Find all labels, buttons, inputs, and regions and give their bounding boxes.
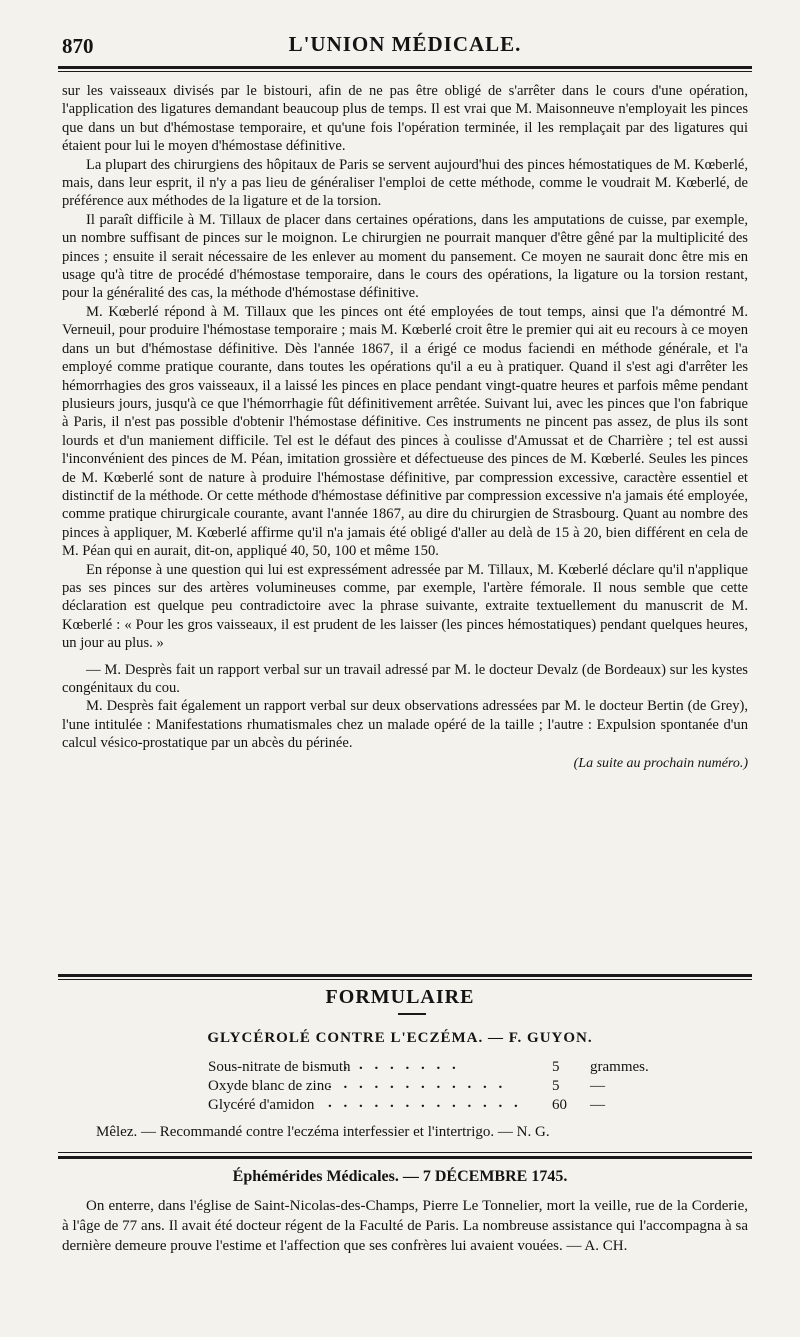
recipe-instructions: Mêlez. — Recommandé contre l'eczéma interfessier et l'intertrigo. — N. G. xyxy=(96,1124,550,1140)
ephemerides-rule xyxy=(58,1156,752,1159)
ingredient-quantity: 60 xyxy=(552,1097,567,1113)
section-rule xyxy=(58,974,752,977)
paragraph: sur les vaisseaux divisés par le bistouri, afin de ne pas être obligé de s'arrêter dans le cours d'une opération, l'application des ligatures demandant beaucoup plus de temps. Il est vrai que M. Maisonneuve n'employait les pinces que dans un but d'hémostase temporaire, et qu'une fois l'opération terminée, il les remplaçait par des ligatures qui étaient pour lui le moyen d'hémostase définitive. xyxy=(62,83,748,155)
ingredient-name: Oxyde blanc de zinc xyxy=(208,1078,331,1094)
ingredient-row xyxy=(208,1096,628,1115)
section-rule-thin xyxy=(58,979,752,980)
ingredient-quantity: 5 xyxy=(552,1059,560,1075)
continuation-note: (La suite au prochain numéro.) xyxy=(573,755,748,771)
ingredient-name: Glycéré d'amidon xyxy=(208,1097,315,1113)
article-body xyxy=(62,82,748,773)
ephemerides-body xyxy=(62,1196,748,1256)
title-dash xyxy=(398,1013,426,1015)
ingredient-unit: — xyxy=(590,1097,605,1113)
paragraph: En réponse à une question qui lui est expressément adressée par M. Tillaux, M. Kœberlé déclare qu'il n'applique pas ses pinces sur des artères volumineuses comme, par exemple, l'artère fémorale. Il nous semble que cette déclaration est quelque peu contradictoire avec la phrase suivante, extraite textuellement du manuscrit de M. Kœberlé : « Pour les gros vaisseaux, il est prudent de les laisser (les pinces hémostatiques) pendant quelques heures, un jour au plus. » xyxy=(62,561,748,652)
paragraph: Il paraît difficile à M. Tillaux de placer dans certaines opérations, dans les amputations de cuisse, par exemple, un nombre suffisant de pinces sur le moignon. Le chirurgien ne pourrait manquer d'être gêné par la multiplicité des pinces ; ensuite il serait nécessaire de les enlever au moment du pansement. Ce moyen ne saurait donc être mis en usage qu'à titre de procédé d'hémostase temporaire, dans le cours des opérations, la ligature ou la torsion restant, pour la généralité des cas, la méthode d'hémostase définitive. xyxy=(62,211,748,302)
leader-dots: . . . . . . . . . . . . xyxy=(328,1076,507,1092)
leader-dots: . . . . . . . . . . . . . xyxy=(328,1095,522,1111)
ingredient-unit: grammes. xyxy=(590,1059,649,1075)
paragraph: — M. Desprès fait un rapport verbal sur un travail adressé par M. le docteur Devalz (de Bordeaux) sur les kystes congénitaux du cou. xyxy=(62,661,748,696)
paragraph: M. Desprès fait également un rapport verbal sur deux observations adressées par M. le docteur Bertin (de Grey), l'une intitulée : Manifestations rhumatismales chez un malade opéré de la taille ; l'autre : Expulsion spontanée d'un calcul vésico-prostatique par un abcès du périnée. xyxy=(62,698,748,752)
paragraph: On enterre, dans l'église de Saint-Nicolas-des-Champs, Pierre Le Tonnelier, mort la veille, rue de la Corderie, à l'âge de 77 ans. Il avait été docteur régent de la Faculté de Paris. La nombreuse assistance qui l'accompagna à sa dernière demeure prouve l'estime et l'affection que ses confrères lui avaient vouées. — A. CH. xyxy=(62,1198,748,1254)
paragraph: La plupart des chirurgiens des hôpitaux de Paris se servent aujourd'hui des pinces hémostatiques de M. Kœberlé, mais, dans leur esprit, il n'y a pas lieu de généraliser l'emploi de cette méthode, comme le voudrait M. Kœberlé, de préférence aux méthodes de la ligature et de la torsion. xyxy=(62,156,748,210)
paragraph: M. Kœberlé répond à M. Tillaux que les pinces ont été employées de tout temps, ainsi que l'a démontré M. Verneuil, pour produire l'hémostase temporaire ; mais M. Kœberlé croit être le premier qui ait eu recours à ce moyen dans un but d'hémostase définitive. Dès l'année 1867, il a érigé ce modus faciendi en méthode générale, et l'a employé comme pratique courante, dans toutes les opérations qu'il a eu à pratiquer. Quand il s'est agi d'arrêter les hémorrhagies des gros vaisseaux, il a laissé les pinces en place pendant vingt-quatre heures et parfois même pendant plusieurs jours, jusqu'à ce que l'hémorrhagie fût définitivement arrêtée. Suivant lui, avec les pinces que l'on fabrique à Paris, il n'est pas possible d'obtenir l'hémostase définitive. Ces instruments ne pincent pas assez, de plus ils sont lourds et d'un maniement difficile. Tel est le défaut des pinces à coulisse d'Amussat et de Charrière ; tel est aussi l'inconvénient des pinces de M. Péan, imitation grossière et défectueuse des pinces de M. Kœberlé. Seules les pinces de M. Kœberlé sont de nature à produire l'hémostase définitive, par compression excessive, caractère essentiel et distinctif de la méthode. Or cette méthode d'hémostase définitive par compression excessive n'a jamais été employée, comme pratique chirurgicale courante, avant l'année 1867, au dire du chirurgien de Strasbourg. Quant au nombre des pinces à appliquer, M. Kœberlé affirme qu'il n'a jamais été obligé d'aller au delà de 15 à 20, bien différent en cela de M. Péan qui en aurait, dit-on, appliqué 40, 50, 100 et même 150. xyxy=(62,303,748,560)
header-rule-thin xyxy=(58,71,752,72)
ephemerides-title: Éphémérides Médicales. — 7 DÉCEMBRE 1745. xyxy=(232,1168,568,1185)
formulaire-title: FORMULAIRE xyxy=(325,986,475,1008)
ingredient-quantity: 5 xyxy=(552,1078,560,1094)
running-head: L'UNION MÉDICALE. xyxy=(288,32,522,56)
ephemerides-rule-thin xyxy=(58,1152,752,1153)
leader-dots: . . . . . . . . . xyxy=(328,1057,460,1073)
ingredient-list xyxy=(208,1057,649,1115)
page-header xyxy=(58,28,752,64)
ingredient-unit: — xyxy=(590,1078,605,1094)
page-number: 870 xyxy=(62,34,94,58)
ingredient-name: Sous-nitrate de bismuth xyxy=(208,1059,351,1075)
recipe-title: GLYCÉROLÉ CONTRE L'ECZÉMA. — F. GUYON. xyxy=(207,1030,593,1046)
header-rule xyxy=(58,66,752,69)
